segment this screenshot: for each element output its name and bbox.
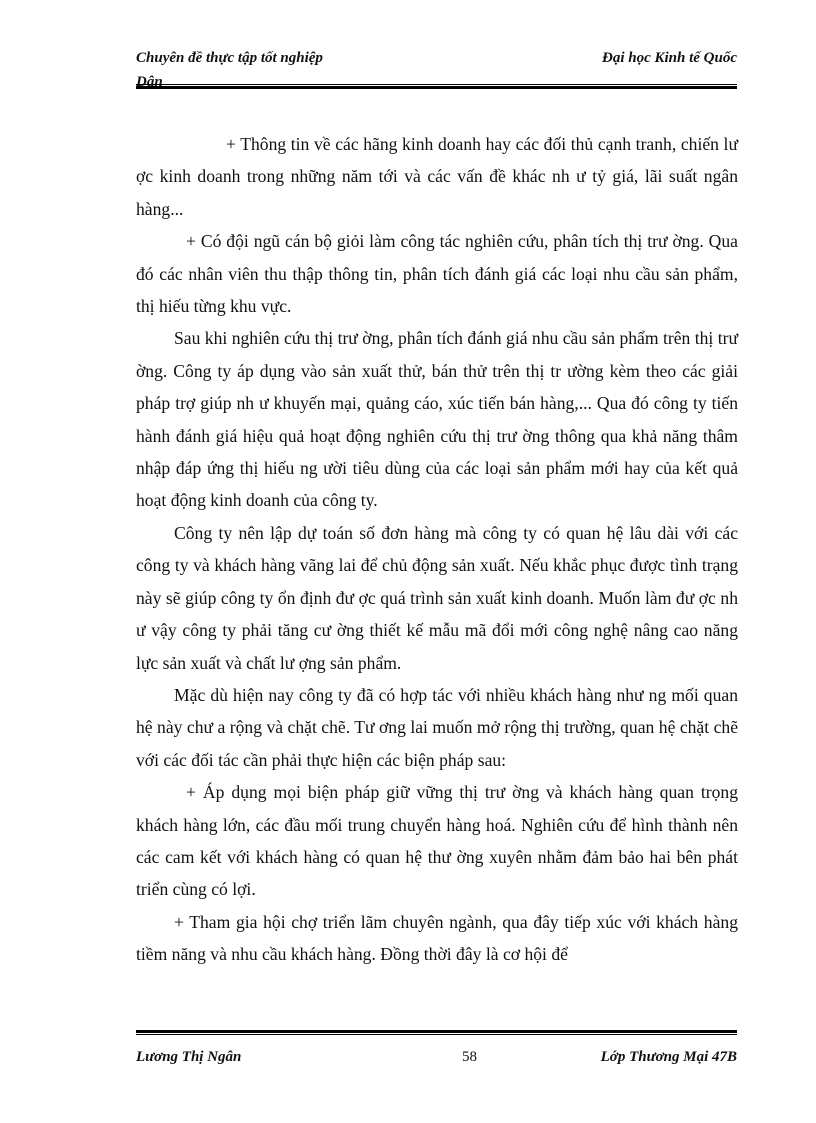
paragraph: Mặc dù hiện nay công ty đã có hợp tác với nhiều khách hàng như ng mối quan hệ này chư a rộng và chặt chẽ. Tư ơng lai muốn mở rộng thị trường, quan hệ chặt chẽ với các đối tác cần phải thực hiện các biện pháp sau: (136, 684, 738, 770)
body-text (136, 128, 738, 971)
header-wrap-text: Dân (136, 75, 163, 88)
paragraph: Công ty nên lập dự toán số đơn hàng mà công ty có quan hệ lâu dài với các công ty và khách hàng vãng lai để chủ động sản xuất. Nếu khắc phục được tình trạng này sẽ giúp công ty ổn định đư ợc quá trình sản xuất kinh doanh. Muốn làm đư ợc nh ư vậy công ty phải tăng cư ờng thiết kế mẫu mã đổi mới công nghệ nâng cao năng lực sản xuất và chất lư ợng sản phẩm. (136, 522, 738, 673)
paragraph: + Áp dụng mọi biện pháp giữ vững thị trư ờng và khách hàng quan trọng khách hàng lớn, các đầu mối trung chuyển hàng hoá. Nghiên cứu để hình thành nên các cam kết với khách hàng có quan hệ thư ờng xuyên nhằm đảm bảo hai bên phát triển cùng có lợi. (136, 782, 738, 900)
footer-author: Lương Thị Ngân (136, 1049, 242, 1065)
header-right-title: Đại học Kinh tế Quốc (601, 50, 737, 66)
footer-divider (136, 1030, 737, 1035)
header-left-title: Chuyên đề thực tập tốt nghiệp (136, 50, 323, 66)
page-number: 58 (462, 1049, 477, 1065)
paragraph: + Tham gia hội chợ triển lãm chuyên ngành, qua đây tiếp xúc với khách hàng tiềm năng và nhu cầu khách hàng. Đồng thời đây là cơ hội để (136, 911, 738, 965)
header-divider (136, 84, 737, 89)
paragraph: + Thông tin về các hãng kinh doanh hay các đối thủ cạnh tranh, chiến lư ợc kinh doanh trong những năm tới và các vấn đề khác nh ư tỷ giá, lãi suất ngân hàng... (136, 134, 738, 219)
paragraph: + Có đội ngũ cán bộ giỏi làm công tác nghiên cứu, phân tích thị trư ờng. Qua đó các nhân viên thu thập thông tin, phân tích đánh giá các loại nhu cầu sản phẩm, thị hiếu từng khu vực. (136, 231, 738, 317)
paragraph: Sau khi nghiên cứu thị trư ờng, phân tích đánh giá nhu cầu sản phẩm trên thị trư ờng. Công ty áp dụng vào sản xuất thử, bán thử trên thị tr ường kèm theo các giải pháp trợ giúp nh ư khuyến mại, quảng cáo, xúc tiến bán hàng,... Qua đó công ty tiến hành đánh giá hiệu quả hoạt động nghiên cứu thị trư ờng thông qua khả năng thâm nhập đáp ứng thị hiếu ng ười tiêu dùng của các loại sản phẩm mới hay của kết quả hoạt động kinh doanh của công ty. (136, 328, 738, 511)
footer-class-name: Lớp Thương Mại 47B (600, 1049, 737, 1065)
